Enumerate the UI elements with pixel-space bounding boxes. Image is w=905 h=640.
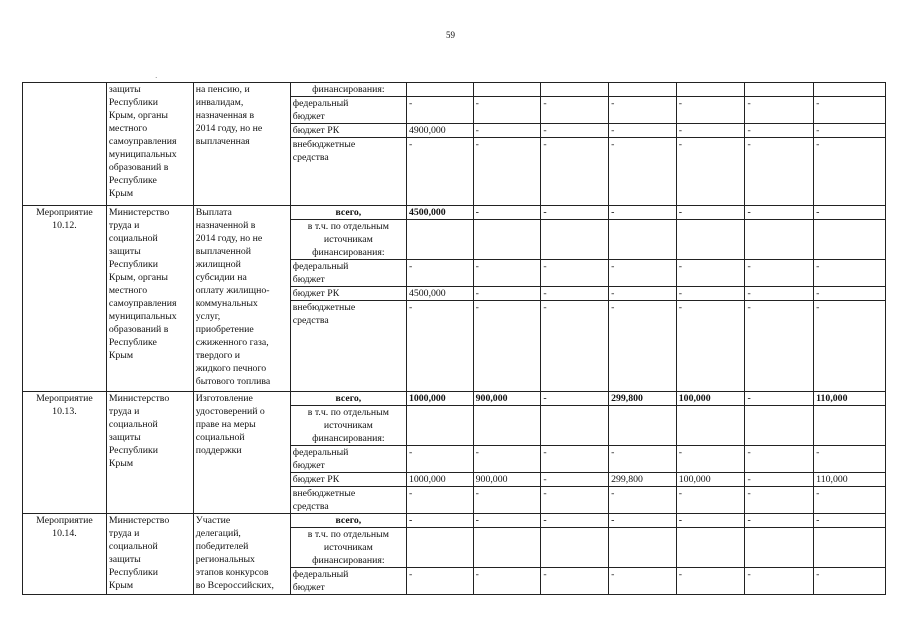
amount-cell <box>814 83 886 97</box>
funding-source-cell: бюджет РК <box>290 473 406 487</box>
amount-cell: - <box>541 301 609 392</box>
page-number: 59 <box>446 30 455 40</box>
amount-cell: - <box>745 473 814 487</box>
funding-source-cell: в т.ч. по отдельным источникам финансирования: <box>290 220 406 260</box>
amount-cell: 900,000 <box>473 392 541 406</box>
amount-cell: - <box>473 487 541 514</box>
amount-cell: - <box>814 97 886 124</box>
amount-cell <box>541 406 609 446</box>
amount-cell: - <box>609 568 677 595</box>
executor-cell: Министерство труда и социальной защиты Республики Крым <box>106 392 193 514</box>
funding-source-cell: федеральный бюджет <box>290 446 406 473</box>
amount-cell: - <box>814 514 886 528</box>
amount-cell <box>814 406 886 446</box>
scan-mark: · <box>155 74 158 82</box>
amount-cell <box>676 406 745 446</box>
funding-source-cell: финансирования: <box>290 83 406 97</box>
description-cell: Участие делегаций, победителей региональных этапов конкурсов во Всероссийских, <box>193 514 290 595</box>
amount-cell: - <box>745 392 814 406</box>
event-cell: Мероприятие 10.14. <box>23 514 107 595</box>
amount-cell: - <box>745 124 814 138</box>
amount-cell: - <box>473 97 541 124</box>
amount-cell: - <box>609 206 677 220</box>
amount-cell: 110,000 <box>814 392 886 406</box>
amount-cell <box>406 220 473 260</box>
amount-cell: 4900,000 <box>406 124 473 138</box>
amount-cell: - <box>745 514 814 528</box>
amount-cell: - <box>406 514 473 528</box>
amount-cell: - <box>814 287 886 301</box>
amount-cell: - <box>406 138 473 206</box>
amount-cell: - <box>609 287 677 301</box>
description-cell: на пенсию, и инвалидам, назначенная в 2014 году, но не выплаченная <box>193 83 290 206</box>
amount-cell <box>745 220 814 260</box>
funding-source-cell: внебюджетные средства <box>290 487 406 514</box>
amount-cell: - <box>541 568 609 595</box>
amount-cell: - <box>676 124 745 138</box>
amount-cell: - <box>541 124 609 138</box>
amount-cell: - <box>541 392 609 406</box>
amount-cell <box>473 406 541 446</box>
amount-cell: 110,000 <box>814 473 886 487</box>
event-cell: Мероприятие 10.13. <box>23 392 107 514</box>
amount-cell: - <box>609 124 677 138</box>
amount-cell: - <box>745 568 814 595</box>
amount-cell <box>609 528 677 568</box>
budget-table <box>22 82 886 595</box>
amount-cell: - <box>541 287 609 301</box>
amount-cell: - <box>676 446 745 473</box>
amount-cell: - <box>406 260 473 287</box>
amount-cell: 299,800 <box>609 392 677 406</box>
amount-cell: - <box>609 487 677 514</box>
funding-source-cell: в т.ч. по отдельным источникам финансирования: <box>290 406 406 446</box>
amount-cell: - <box>745 287 814 301</box>
amount-cell: - <box>473 514 541 528</box>
amount-cell: - <box>541 473 609 487</box>
amount-cell <box>745 83 814 97</box>
amount-cell: - <box>473 138 541 206</box>
funding-source-cell: внебюджетные средства <box>290 138 406 206</box>
amount-cell: 4500,000 <box>406 206 473 220</box>
funding-source-cell: федеральный бюджет <box>290 97 406 124</box>
amount-cell <box>676 528 745 568</box>
amount-cell: - <box>745 97 814 124</box>
amount-cell <box>609 406 677 446</box>
amount-cell: - <box>473 568 541 595</box>
amount-cell: - <box>745 206 814 220</box>
funding-source-cell: внебюджетные средства <box>290 301 406 392</box>
description-cell: Выплата назначенной в 2014 году, но не выплаченной жилищной субсидии на оплату жилищно- коммунальных услуг, приобретение сжиженного газа, твердого и жидкого печного бытового топлива <box>193 206 290 392</box>
amount-cell: - <box>406 487 473 514</box>
executor-cell: защиты Республики Крым, органы местного самоуправления муниципальных образований в Республике Крым <box>106 83 193 206</box>
amount-cell: - <box>541 514 609 528</box>
amount-cell: - <box>676 97 745 124</box>
amount-cell: - <box>473 260 541 287</box>
amount-cell: - <box>406 97 473 124</box>
funding-source-cell: в т.ч. по отдельным источникам финансирования: <box>290 528 406 568</box>
executor-cell: Министерство труда и социальной защиты Республики Крым <box>106 514 193 595</box>
amount-cell: - <box>473 124 541 138</box>
amount-cell: - <box>609 514 677 528</box>
amount-cell: - <box>473 287 541 301</box>
amount-cell: - <box>676 568 745 595</box>
funding-source-cell: федеральный бюджет <box>290 260 406 287</box>
amount-cell: - <box>406 568 473 595</box>
funding-source-cell: всего, <box>290 206 406 220</box>
event-cell <box>23 83 107 206</box>
amount-cell: - <box>406 301 473 392</box>
amount-cell: - <box>541 446 609 473</box>
amount-cell <box>745 528 814 568</box>
amount-cell: - <box>814 568 886 595</box>
amount-cell <box>814 528 886 568</box>
amount-cell: - <box>814 260 886 287</box>
amount-cell: 100,000 <box>676 392 745 406</box>
amount-cell: - <box>541 138 609 206</box>
amount-cell: 100,000 <box>676 473 745 487</box>
funding-source-cell: бюджет РК <box>290 287 406 301</box>
amount-cell: - <box>745 446 814 473</box>
amount-cell: - <box>814 124 886 138</box>
amount-cell: 1000,000 <box>406 473 473 487</box>
amount-cell <box>473 528 541 568</box>
amount-cell: 299,800 <box>609 473 677 487</box>
amount-cell: - <box>745 301 814 392</box>
amount-cell <box>609 220 677 260</box>
funding-source-cell: всего, <box>290 392 406 406</box>
amount-cell <box>541 528 609 568</box>
amount-cell: - <box>814 301 886 392</box>
amount-cell: 900,000 <box>473 473 541 487</box>
amount-cell <box>473 83 541 97</box>
table-row <box>23 83 886 97</box>
amount-cell: - <box>473 446 541 473</box>
amount-cell: - <box>473 301 541 392</box>
amount-cell <box>406 406 473 446</box>
funding-source-cell: бюджет РК <box>290 124 406 138</box>
amount-cell <box>676 220 745 260</box>
amount-cell: - <box>676 287 745 301</box>
amount-cell: - <box>814 206 886 220</box>
amount-cell: - <box>609 260 677 287</box>
amount-cell: - <box>676 301 745 392</box>
amount-cell: - <box>745 138 814 206</box>
amount-cell: - <box>814 446 886 473</box>
amount-cell: - <box>609 138 677 206</box>
funding-source-cell: всего, <box>290 514 406 528</box>
amount-cell: - <box>676 260 745 287</box>
amount-cell <box>814 220 886 260</box>
amount-cell <box>676 83 745 97</box>
amount-cell: - <box>814 138 886 206</box>
amount-cell: - <box>406 446 473 473</box>
table-row <box>23 514 886 528</box>
amount-cell: - <box>541 97 609 124</box>
amount-cell: - <box>609 97 677 124</box>
description-cell: Изготовление удостоверений о праве на меры социальной поддержки <box>193 392 290 514</box>
amount-cell: - <box>745 487 814 514</box>
amount-cell: - <box>541 260 609 287</box>
amount-cell: - <box>814 487 886 514</box>
table-row <box>23 392 886 406</box>
amount-cell: - <box>676 138 745 206</box>
amount-cell <box>541 220 609 260</box>
amount-cell: - <box>676 514 745 528</box>
amount-cell: 1000,000 <box>406 392 473 406</box>
amount-cell <box>406 528 473 568</box>
executor-cell: Министерство труда и социальной защиты Республики Крым, органы местного самоуправления муниципальных образований в Республике Крым <box>106 206 193 392</box>
amount-cell <box>406 83 473 97</box>
amount-cell: - <box>541 206 609 220</box>
amount-cell: - <box>676 206 745 220</box>
amount-cell: - <box>745 260 814 287</box>
amount-cell <box>745 406 814 446</box>
amount-cell: - <box>676 487 745 514</box>
amount-cell: - <box>609 301 677 392</box>
event-cell: Мероприятие 10.12. <box>23 206 107 392</box>
amount-cell <box>609 83 677 97</box>
amount-cell: - <box>473 206 541 220</box>
amount-cell: 4500,000 <box>406 287 473 301</box>
funding-source-cell: федеральный бюджет <box>290 568 406 595</box>
table-row <box>23 206 886 220</box>
amount-cell <box>473 220 541 260</box>
amount-cell: - <box>541 487 609 514</box>
amount-cell: - <box>609 446 677 473</box>
amount-cell <box>541 83 609 97</box>
